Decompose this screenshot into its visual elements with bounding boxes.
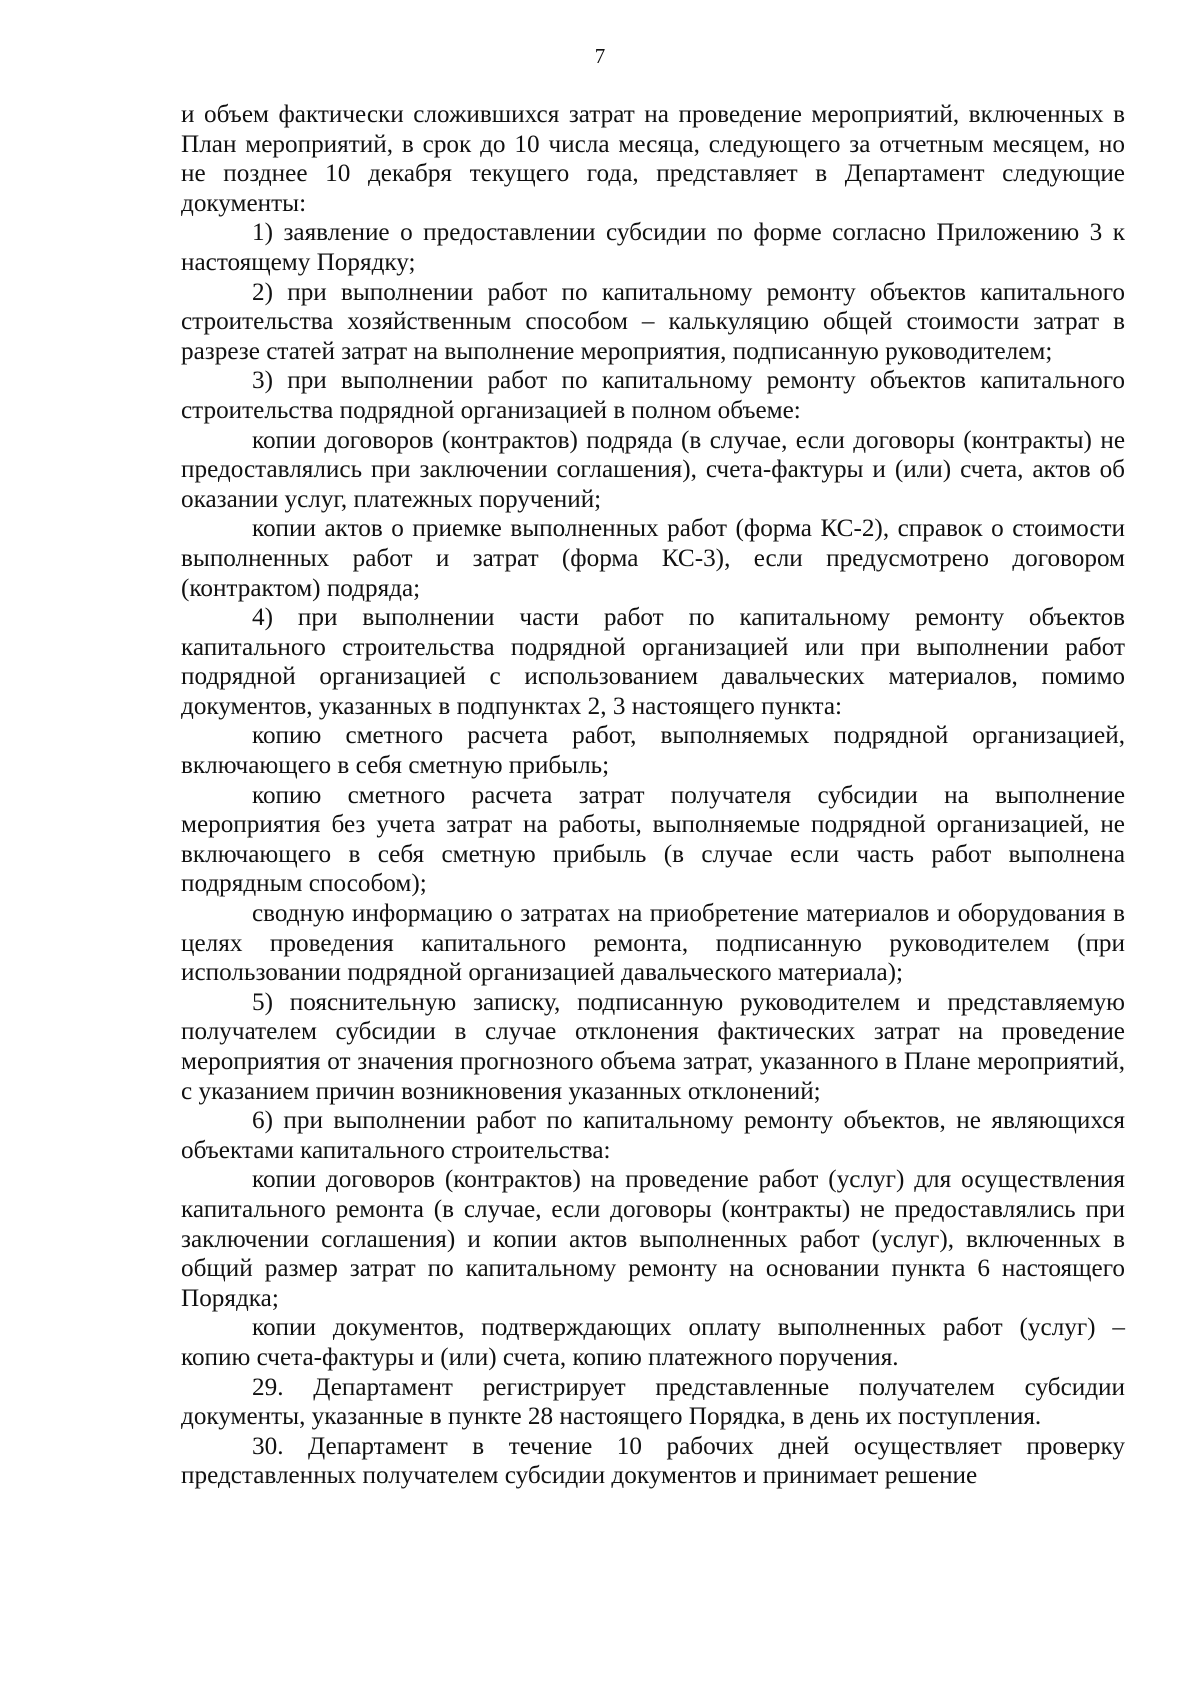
paragraph: копии договоров (контрактов) на проведение работ (услуг) для осуществления капитального ремонта (в случае, если договоры (контракты) не предоставлялись при заключении соглашения) и копии актов выполненных работ (услуг), включенных в общий размер затрат по капитальному ремонту на основании пункта 6 настоящего Порядка; <box>181 1166 1125 1312</box>
paragraph: копию сметного расчета работ, выполняемых подрядной организацией, включающего в себя сметную прибыль; <box>181 722 1125 780</box>
paragraph: 30. Департамент в течение 10 рабочих дней осуществляет проверку представленных получателем субсидии документов и принимает решение <box>181 1432 1125 1490</box>
paragraph: копии документов, подтверждающих оплату выполненных работ (услуг) – копию счета-фактуры и (или) счета, копию платежного поручения. <box>181 1314 1125 1371</box>
paragraph: 1) заявление о предоставлении субсидии по форме согласно Приложению 3 к настоящему Порядку; <box>181 219 1125 276</box>
paragraph: и объем фактически сложившихся затрат на проведение мероприятий, включенных в План мероприятий, в срок до 10 числа месяца, следующего за отчетным месяцем, но не позднее 10 декабря текущего года, представляет в Департамент следующие документы: <box>181 101 1125 217</box>
paragraph: 5) пояснительную записку, подписанную руководителем и представляемую получателем субсидии в случае отклонения фактических затрат на проведение мероприятия от значения прогнозного объема затрат, указанного в Плане мероприятий, с указанием причин возникновения указанных отклонений; <box>181 988 1125 1105</box>
paragraph: сводную информацию о затратах на приобретение материалов и оборудования в целях проведения капитального ремонта, подписанную руководителем (при использовании подрядной организацией давальческого материала); <box>181 900 1125 987</box>
page-number: 7 <box>594 44 606 68</box>
paragraph: 29. Департамент регистрирует представленные получателем субсидии документы, указанные в пункте 28 настоящего Порядка, в день их поступления. <box>181 1373 1125 1431</box>
paragraph: 3) при выполнении работ по капитальному ремонту объектов капитального строительства подрядной организацией в полном объеме: <box>181 367 1125 424</box>
paragraph: копии договоров (контрактов) подряда (в случае, если договоры (контракты) не предоставлялись при заключении соглашения), счета-фактуры и (или) счета, актов об оказании услуг, платежных поручений; <box>181 426 1125 513</box>
paragraph: 2) при выполнении работ по капитальному ремонту объектов капитального строительства хозяйственным способом – калькуляцию общей стоимости затрат в разрезе статей затрат на выполнение мероприятия, подписанную руководителем; <box>181 278 1125 365</box>
paragraph: копию сметного расчета затрат получателя субсидии на выполнение мероприятия без учета затрат на работы, выполняемые подрядной организацией, не включающего в себя сметную прибыль (в случае если часть работ выполнена подрядным способом); <box>181 781 1125 898</box>
paragraph: 6) при выполнении работ по капитальному ремонту объектов, не являющихся объектами капитального строительства: <box>181 1107 1125 1164</box>
paragraph: 4) при выполнении части работ по капитальному ремонту объектов капитального строительства подрядной организацией или при выполнении работ подрядной организацией с использованием давальческих материалов, помимо документов, указанных в подпунктах 2, 3 настоящего пункта: <box>181 604 1125 720</box>
document-body <box>181 100 1125 1491</box>
paragraph: копии актов о приемке выполненных работ (форма КС-2), справок о стоимости выполненных работ и затрат (форма КС-3), если предусмотрено договором (контрактом) подряда; <box>181 515 1125 602</box>
